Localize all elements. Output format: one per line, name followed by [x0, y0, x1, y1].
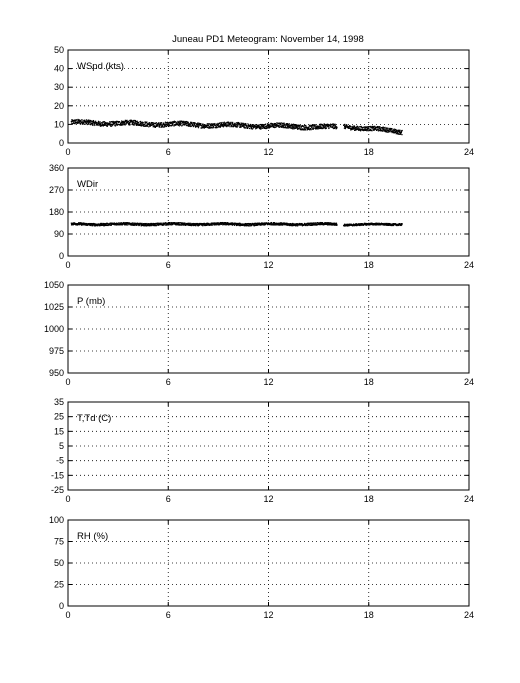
- data-point: [289, 123, 290, 124]
- data-point: [100, 124, 101, 125]
- data-point: [131, 124, 132, 125]
- y-tick-label: 1025: [43, 302, 64, 312]
- y-tick-label: -5: [55, 455, 64, 466]
- y-tick-label: 15: [53, 426, 64, 437]
- data-point: [198, 127, 199, 128]
- data-point: [115, 124, 116, 125]
- data-point: [400, 130, 401, 131]
- data-point: [390, 131, 391, 132]
- x-tick-label: 18: [363, 147, 374, 157]
- data-point: [148, 126, 149, 127]
- data-point: [270, 125, 271, 126]
- data-point: [189, 223, 190, 224]
- data-point: [97, 125, 98, 126]
- data-point: [159, 127, 160, 128]
- data-point: [203, 124, 204, 125]
- data-point: [249, 225, 250, 226]
- x-tick-label: 6: [165, 494, 171, 504]
- panel-label: RH (%): [77, 531, 109, 542]
- y-tick-label: 1050: [43, 280, 64, 290]
- data-point: [334, 128, 335, 129]
- data-point: [198, 125, 199, 126]
- data-point: [387, 128, 388, 129]
- data-point: [182, 125, 183, 126]
- data-point: [245, 123, 246, 124]
- data-point: [213, 126, 214, 127]
- panel: [49, 163, 474, 270]
- data-point: [346, 127, 347, 128]
- data-point: [372, 128, 373, 129]
- data-point: [133, 121, 134, 122]
- data-point: [183, 121, 184, 122]
- data-point: [93, 121, 94, 122]
- data-point: [378, 129, 379, 130]
- data-point: [257, 225, 258, 226]
- data-point: [92, 125, 93, 126]
- data-point: [186, 224, 187, 225]
- data-point: [81, 119, 82, 120]
- figure-title: Juneau PD1 Meteogram: November 14, 1998: [172, 34, 364, 45]
- data-point: [140, 121, 141, 122]
- y-tick-label: 25: [53, 411, 64, 422]
- data-point: [275, 123, 276, 124]
- data-point: [326, 128, 327, 129]
- data-point: [86, 120, 87, 121]
- x-tick-label: 24: [463, 147, 475, 157]
- data-point: [166, 126, 167, 127]
- data-point: [370, 126, 371, 127]
- panel-label: WDir: [77, 179, 99, 190]
- data-point: [129, 124, 130, 125]
- data-point: [245, 127, 246, 128]
- data-point: [281, 122, 282, 123]
- data-point: [229, 126, 230, 127]
- data-point: [208, 125, 209, 126]
- data-point: [94, 125, 95, 126]
- x-tick-label: 18: [363, 377, 374, 387]
- data-point: [390, 130, 391, 131]
- data-point: [389, 130, 390, 131]
- panel: [44, 280, 474, 387]
- data-point: [251, 124, 252, 125]
- data-point: [260, 127, 261, 128]
- y-tick-label: 0: [58, 138, 64, 148]
- data-point: [211, 123, 212, 124]
- data-point: [237, 125, 238, 126]
- panel: [49, 515, 474, 620]
- data-point: [394, 129, 395, 130]
- data-point: [197, 123, 198, 124]
- x-tick-label: 0: [65, 147, 71, 157]
- data-point: [224, 122, 225, 123]
- data-point: [134, 124, 135, 125]
- x-tick-label: 24: [463, 494, 475, 504]
- x-tick-label: 6: [165, 377, 171, 387]
- data-point: [171, 224, 172, 225]
- data-point: [164, 124, 165, 125]
- data-point: [146, 121, 147, 122]
- data-point: [402, 130, 403, 131]
- data-point: [83, 123, 84, 124]
- y-tick-label: 50: [53, 558, 64, 568]
- data-point: [106, 122, 107, 123]
- data-point: [221, 122, 222, 123]
- y-tick-label: 10: [53, 119, 64, 130]
- y-tick-label: 5: [58, 441, 64, 451]
- data-point: [115, 125, 116, 126]
- y-tick-label: 0: [58, 251, 64, 261]
- data-point: [100, 121, 101, 122]
- data-point: [386, 128, 387, 129]
- data-point: [167, 122, 168, 123]
- data-point: [186, 121, 187, 122]
- data-point: [315, 124, 316, 125]
- data-point: [162, 126, 163, 127]
- data-point: [201, 125, 202, 126]
- data-point: [226, 126, 227, 127]
- data-point: [308, 126, 309, 127]
- y-tick-label: 950: [48, 368, 64, 378]
- x-tick-label: 12: [263, 147, 274, 157]
- data-point: [300, 125, 301, 126]
- data-point: [384, 129, 385, 130]
- y-tick-label: -15: [50, 470, 64, 481]
- data-point: [223, 126, 224, 127]
- data-point: [242, 123, 243, 124]
- data-point: [200, 123, 201, 124]
- data-point: [100, 123, 101, 124]
- data-point: [325, 126, 326, 127]
- data-point: [313, 128, 314, 129]
- x-tick-label: 18: [363, 260, 374, 270]
- data-point: [218, 222, 219, 223]
- data-point: [379, 126, 380, 127]
- data-point: [132, 120, 133, 121]
- panel-label: T,Td (C): [77, 413, 112, 424]
- data-point: [360, 130, 361, 131]
- data-point: [232, 124, 233, 125]
- data-point: [234, 225, 235, 226]
- x-tick-label: 0: [65, 494, 71, 504]
- data-point: [208, 223, 209, 224]
- data-point: [268, 127, 269, 128]
- data-point: [161, 122, 162, 123]
- data-point: [73, 121, 74, 122]
- x-tick-label: 6: [165, 147, 171, 157]
- data-point: [207, 123, 208, 124]
- data-point: [252, 128, 253, 129]
- data-point: [126, 120, 127, 121]
- y-tick-label: 50: [53, 45, 64, 55]
- x-tick-label: 12: [263, 494, 274, 504]
- y-tick-label: 975: [48, 346, 64, 356]
- y-tick-label: 180: [48, 207, 64, 217]
- data-point: [371, 130, 372, 131]
- data-point: [216, 224, 217, 225]
- y-tick-label: 40: [53, 63, 64, 74]
- data-point: [279, 124, 280, 125]
- data-point: [76, 120, 77, 121]
- data-point: [163, 122, 164, 123]
- data-point: [123, 124, 124, 125]
- data-point: [401, 132, 402, 133]
- data-point: [232, 122, 233, 123]
- data-point: [119, 121, 120, 122]
- data-point: [283, 127, 284, 128]
- data-point: [284, 125, 285, 126]
- data-point: [126, 124, 127, 125]
- data-point: [382, 131, 383, 132]
- y-tick-label: 35: [53, 397, 64, 407]
- x-tick-label: 0: [65, 260, 71, 270]
- data-point: [217, 127, 218, 128]
- data-point: [105, 125, 106, 126]
- data-point: [232, 123, 233, 124]
- data-point: [149, 122, 150, 123]
- data-point: [310, 129, 311, 130]
- data-point: [274, 127, 275, 128]
- data-point: [202, 123, 203, 124]
- data-point: [312, 126, 313, 127]
- data-point: [328, 126, 329, 127]
- x-tick-label: 0: [65, 610, 71, 620]
- data-point: [214, 123, 215, 124]
- data-point: [366, 126, 367, 127]
- data-point: [323, 126, 324, 127]
- data-point: [97, 122, 98, 123]
- data-point: [280, 124, 281, 125]
- data-point: [216, 125, 217, 126]
- data-point: [232, 126, 233, 127]
- x-tick-label: 24: [463, 377, 475, 387]
- data-point: [145, 123, 146, 124]
- data-point: [368, 128, 369, 129]
- data-point: [121, 125, 122, 126]
- data-point: [398, 134, 399, 135]
- data-point: [295, 124, 296, 125]
- data-point: [143, 122, 144, 123]
- data-point: [84, 124, 85, 125]
- data-point: [323, 125, 324, 126]
- data-point: [194, 122, 195, 123]
- data-point: [102, 122, 103, 123]
- x-tick-label: 18: [363, 610, 374, 620]
- data-point: [299, 127, 300, 128]
- data-point: [156, 225, 157, 226]
- data-point: [143, 126, 144, 127]
- y-tick-label: 360: [48, 163, 64, 173]
- data-point: [241, 126, 242, 127]
- data-point: [174, 122, 175, 123]
- y-tick-label: 90: [53, 229, 64, 239]
- data-point: [336, 127, 337, 128]
- x-tick-label: 24: [463, 610, 475, 620]
- data-point: [267, 123, 268, 124]
- y-tick-label: -25: [50, 485, 64, 495]
- data-point: [191, 123, 192, 124]
- data-point: [221, 126, 222, 127]
- data-point: [328, 127, 329, 128]
- data-point: [260, 128, 261, 129]
- data-point: [87, 124, 88, 125]
- data-point: [193, 125, 194, 126]
- x-tick-label: 0: [65, 377, 71, 387]
- data-point: [247, 125, 248, 126]
- data-point: [156, 122, 157, 123]
- data-point: [179, 125, 180, 126]
- y-tick-label: 75: [53, 536, 64, 547]
- data-point: [358, 126, 359, 127]
- data-point: [271, 222, 272, 223]
- y-tick-label: 100: [48, 515, 64, 525]
- data-point: [92, 123, 93, 124]
- panel-label: P (mb): [77, 296, 106, 307]
- y-tick-label: 270: [48, 185, 64, 195]
- data-point: [321, 126, 322, 127]
- axes-box: [68, 50, 469, 143]
- data-point: [168, 123, 169, 124]
- data-point: [174, 121, 175, 122]
- data-point: [293, 128, 294, 129]
- data-point: [249, 128, 250, 129]
- data-point: [95, 121, 96, 122]
- data-point: [229, 125, 230, 126]
- data-point: [89, 123, 90, 124]
- data-point: [312, 127, 313, 128]
- data-point: [335, 125, 336, 126]
- data-point: [345, 128, 346, 129]
- data-point: [362, 127, 363, 128]
- data-point: [276, 122, 277, 123]
- data-point: [226, 122, 227, 123]
- data-point: [354, 125, 355, 126]
- data-point: [400, 133, 401, 134]
- data-point: [180, 124, 181, 125]
- data-point: [80, 120, 81, 121]
- y-tick-label: 1000: [43, 324, 64, 334]
- y-tick-label: 0: [58, 601, 64, 611]
- data-point: [287, 127, 288, 128]
- data-point: [350, 126, 351, 127]
- y-tick-label: 25: [53, 579, 64, 590]
- data-point: [107, 125, 108, 126]
- data-point: [305, 129, 306, 130]
- data-point: [136, 125, 137, 126]
- data-point: [277, 123, 278, 124]
- x-tick-label: 18: [363, 494, 374, 504]
- x-tick-label: 12: [263, 610, 274, 620]
- data-point: [82, 120, 83, 121]
- data-point: [266, 126, 267, 127]
- panel-label: WSpd (kts): [77, 61, 124, 72]
- panel: [51, 397, 474, 504]
- panels-group: [44, 45, 474, 620]
- panel: [54, 45, 474, 157]
- data-point: [89, 121, 90, 122]
- x-tick-label: 12: [263, 260, 274, 270]
- data-point: [247, 127, 248, 128]
- data-point: [262, 128, 263, 129]
- data-point: [336, 224, 337, 225]
- data-point: [402, 223, 403, 224]
- data-point: [344, 124, 345, 125]
- x-tick-label: 6: [165, 260, 171, 270]
- data-point: [401, 134, 402, 135]
- x-tick-label: 6: [165, 610, 171, 620]
- data-point: [388, 131, 389, 132]
- data-point: [147, 126, 148, 127]
- data-point: [116, 123, 117, 124]
- data-point: [235, 124, 236, 125]
- data-point: [172, 124, 173, 125]
- data-point: [284, 223, 285, 224]
- y-tick-label: 30: [53, 82, 64, 93]
- data-point: [265, 224, 266, 225]
- data-point: [250, 124, 251, 125]
- y-tick-label: 20: [53, 100, 64, 111]
- x-tick-label: 12: [263, 377, 274, 387]
- data-point: [137, 121, 138, 122]
- data-point: [247, 123, 248, 124]
- data-point: [129, 123, 130, 124]
- data-point: [138, 122, 139, 123]
- data-point: [265, 124, 266, 125]
- x-tick-label: 24: [463, 260, 475, 270]
- data-point: [369, 126, 370, 127]
- data-point: [180, 123, 181, 124]
- data-point: [152, 122, 153, 123]
- data-point: [169, 125, 170, 126]
- data-point: [384, 127, 385, 128]
- data-point: [391, 128, 392, 129]
- data-point: [141, 123, 142, 124]
